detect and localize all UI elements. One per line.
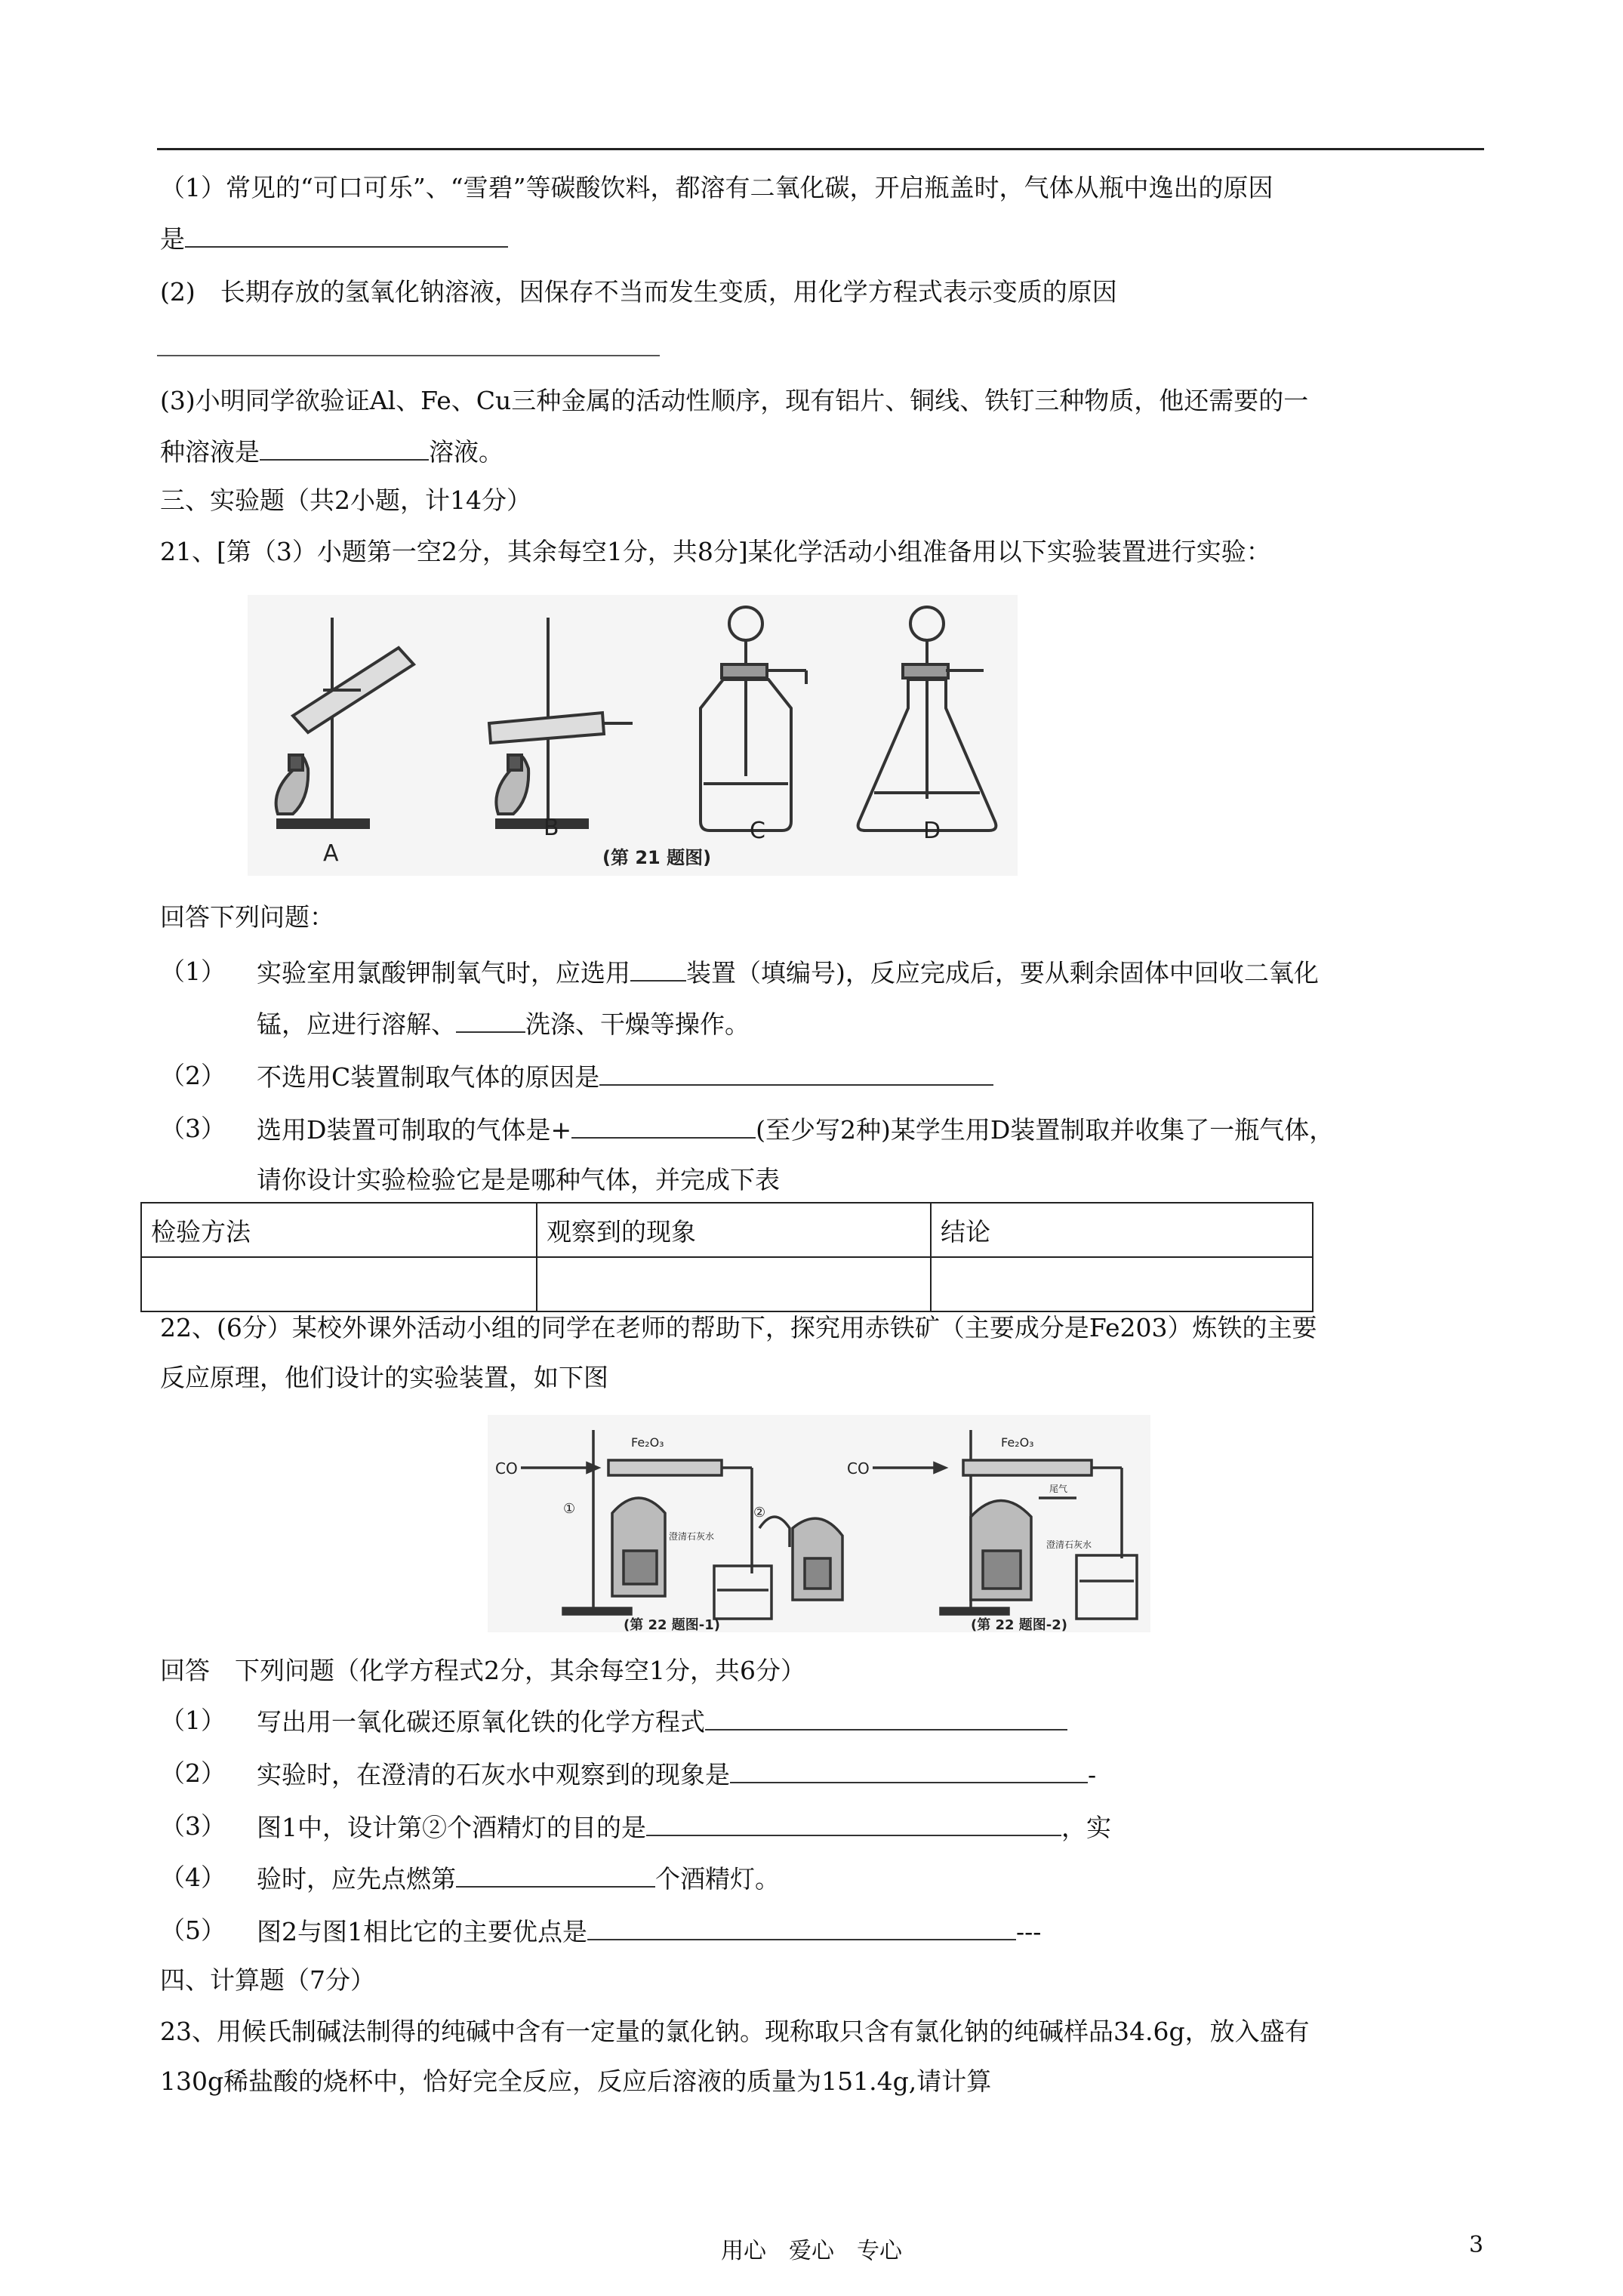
- table-header-row: [141, 1203, 1313, 1257]
- q22-item4-blank[interactable]: [456, 1865, 655, 1888]
- table-row: [141, 1257, 1313, 1311]
- q20-part3-suffix: 溶液。: [429, 437, 504, 467]
- q20-part3-prefix: 种溶液是: [160, 437, 260, 467]
- q23-line1: 23、用候氏制碱法制得的纯碱中含有一定量的氯化钠。现称取只含有氯化钠的纯碱样品34.6g，放入盛有: [160, 2017, 1310, 2046]
- q20-part1-line2: [160, 224, 508, 254]
- q21-label-a: A: [323, 840, 339, 867]
- q22-fig2-tube-label: 尾气: [1049, 1484, 1068, 1494]
- q21-item1-prefix: 实验室用氯酸钾制氧气时，应选用: [257, 958, 630, 988]
- q22-fig1-fe2o3-label: Fe₂O₃: [631, 1435, 664, 1450]
- q22-title-line1: 22、(6分）某校外课外活动小组的同学在老师的帮助下，探究用赤铁矿（主要成分是Fe203）炼铁的主要: [160, 1313, 1317, 1342]
- q21-item1-blank1[interactable]: [630, 959, 686, 982]
- q22-item3-blank[interactable]: [646, 1814, 1061, 1836]
- q22-fig1-lamp1-label: ①: [563, 1501, 576, 1517]
- q22-fig1-lamp2-label: ②: [753, 1505, 766, 1521]
- q21-label-d: D: [923, 818, 941, 844]
- q22-item5-tail: ---: [1016, 1917, 1042, 1946]
- q22-item5-line: [257, 1918, 1041, 1944]
- q21-item1-num: （1）: [160, 957, 226, 986]
- q22-fig2-fe2o3-label: Fe₂O₃: [1001, 1435, 1034, 1450]
- q22-fig1-lime-label: 澄清石灰水: [669, 1531, 715, 1542]
- q21-item2-blank[interactable]: [599, 1063, 993, 1086]
- q21-item1-suffix: 装置（填编号)，反应完成后，要从剩余固体中回收二氧化: [686, 958, 1319, 988]
- q20-part2-line: (2) 长期存放的氢氧化钠溶液，因保存不当而发生变质，用化学方程式表示变质的原因: [160, 277, 1117, 307]
- q22-fig1-co-label: CO: [495, 1459, 518, 1478]
- q22-item5-num: （5）: [160, 1915, 226, 1945]
- q22-answer-intro: 回答 下列问题（化学方程式2分，其余每空1分，共6分）: [160, 1656, 805, 1685]
- section-3-heading: 三、实验题（共2小题，计14分）: [160, 485, 531, 515]
- q21-label-b: B: [544, 815, 559, 841]
- table-header-conclusion: 结论: [931, 1203, 1313, 1257]
- q21-item2-num: （2）: [160, 1061, 226, 1090]
- q21-label-c: C: [750, 818, 765, 844]
- q22-item1-blank[interactable]: [705, 1708, 1067, 1730]
- q21-item3-line2: 请你设计实验检验它是是哪种气体，并完成下表: [257, 1165, 780, 1194]
- q21-item1-line2-suffix: 洗涤、干燥等操作。: [525, 1009, 750, 1039]
- q20-part2-blank[interactable]: [157, 355, 660, 356]
- q23-line2: 130g稀盐酸的烧杯中，恰好完全反应，反应后溶液的质量为151.4g,请计算: [160, 2066, 992, 2096]
- q21-item3-blank[interactable]: [571, 1116, 756, 1139]
- q22-item3-num: （3）: [160, 1811, 226, 1841]
- q20-part1-blank[interactable]: [185, 225, 508, 248]
- header-rule: [157, 148, 1484, 150]
- q22-item3-line: [257, 1814, 1111, 1840]
- q21-item1-line1: [257, 958, 1319, 988]
- q22-item2-num: （2）: [160, 1758, 226, 1788]
- q21-item1-line2: [257, 1010, 750, 1037]
- q22-fig1-caption: (第 22 题图-1): [624, 1617, 721, 1632]
- q20-part3-blank[interactable]: [260, 438, 429, 461]
- q21-item3-num: （3）: [160, 1114, 226, 1143]
- q22-item2-text: 实验时，在澄清的石灰水中观察到的现象是: [257, 1760, 730, 1789]
- q22-item1-line: [257, 1707, 1067, 1737]
- q22-fig2-lime-label: 澄清石灰水: [1046, 1539, 1092, 1550]
- q21-item1-blank2[interactable]: [456, 1010, 525, 1033]
- q22-item2-tail: -: [1088, 1760, 1097, 1789]
- q21-title: 21、[第（3）小题第一空2分，其余每空1分，共8分]某化学活动小组准备用以下实验装置进行实验：: [160, 537, 1271, 566]
- q21-figure-caption: (第 21 题图): [602, 847, 712, 868]
- q22-title-line2: 反应原理，他们设计的实验装置，如下图: [160, 1363, 608, 1392]
- q21-item3-line1: [257, 1115, 1335, 1145]
- q20-part1-prefix: 是: [160, 224, 185, 254]
- q21-apparatus-figure: [248, 595, 1018, 876]
- q22-item3-suffix: ，实: [1061, 1813, 1111, 1842]
- q22-item5-text: 图2与图1相比它的主要优点是: [257, 1917, 587, 1946]
- q20-part1-line1: （1）常见的“可口可乐”、“雪碧”等碳酸饮料，都溶有二氧化碳，开启瓶盖时，气体从瓶中逸出的原因: [160, 173, 1273, 202]
- q22-item3-prefix: 图1中，设计第②个酒精灯的目的是: [257, 1813, 646, 1842]
- q21-item2-line: [257, 1062, 993, 1092]
- table-header-method: 检验方法: [141, 1203, 537, 1257]
- q22-item2-blank[interactable]: [730, 1761, 1088, 1783]
- table-header-phenomenon: 观察到的现象: [537, 1203, 931, 1257]
- q20-part3-line1: (3)小明同学欲验证Al、Fe、Cu三种金属的活动性顺序，现有铝片、铜线、铁钉三种物质，他还需要的一: [160, 386, 1309, 415]
- q22-apparatus-figure: [488, 1415, 1150, 1632]
- q22-item2-line: [257, 1761, 1096, 1787]
- section-4-heading: 四、计算题（7分）: [160, 1965, 375, 1995]
- q21-item2-text: 不选用C装置制取气体的原因是: [257, 1062, 600, 1092]
- q21-answer-intro: 回答下列问题：: [160, 902, 334, 932]
- page-footer: 用心 爱心 专心: [721, 2238, 902, 2264]
- q22-item1-num: （1）: [160, 1706, 226, 1735]
- q22-item1-text: 写出用一氧化碳还原氧化铁的化学方程式: [257, 1707, 705, 1737]
- q21-item3-suffix: (至少写2种)某学生用D装置制取并收集了一瓶气体，: [756, 1115, 1335, 1145]
- table-cell-conclusion[interactable]: [931, 1257, 1313, 1311]
- q22-item4-line: [257, 1864, 780, 1894]
- q21-item1-line2-prefix: 锰，应进行溶解、: [257, 1009, 456, 1039]
- q22-item4-prefix: 验时，应先点燃第: [257, 1864, 456, 1894]
- q22-item4-suffix: 个酒精灯。: [655, 1864, 780, 1894]
- q21-item3-prefix: 选用D装置可制取的气体是+: [257, 1115, 572, 1145]
- page-number: 3: [1469, 2232, 1484, 2258]
- table-cell-phenomenon[interactable]: [537, 1257, 931, 1311]
- table-cell-method[interactable]: [141, 1257, 537, 1311]
- q22-item4-num: （4）: [160, 1863, 226, 1892]
- q22-fig2-caption: (第 22 题图-2): [971, 1617, 1068, 1632]
- q22-fig2-co-label: CO: [847, 1459, 870, 1478]
- q20-part3-line2: [160, 437, 504, 467]
- q22-item5-blank[interactable]: [587, 1918, 1016, 1940]
- q21-result-table: [140, 1202, 1313, 1312]
